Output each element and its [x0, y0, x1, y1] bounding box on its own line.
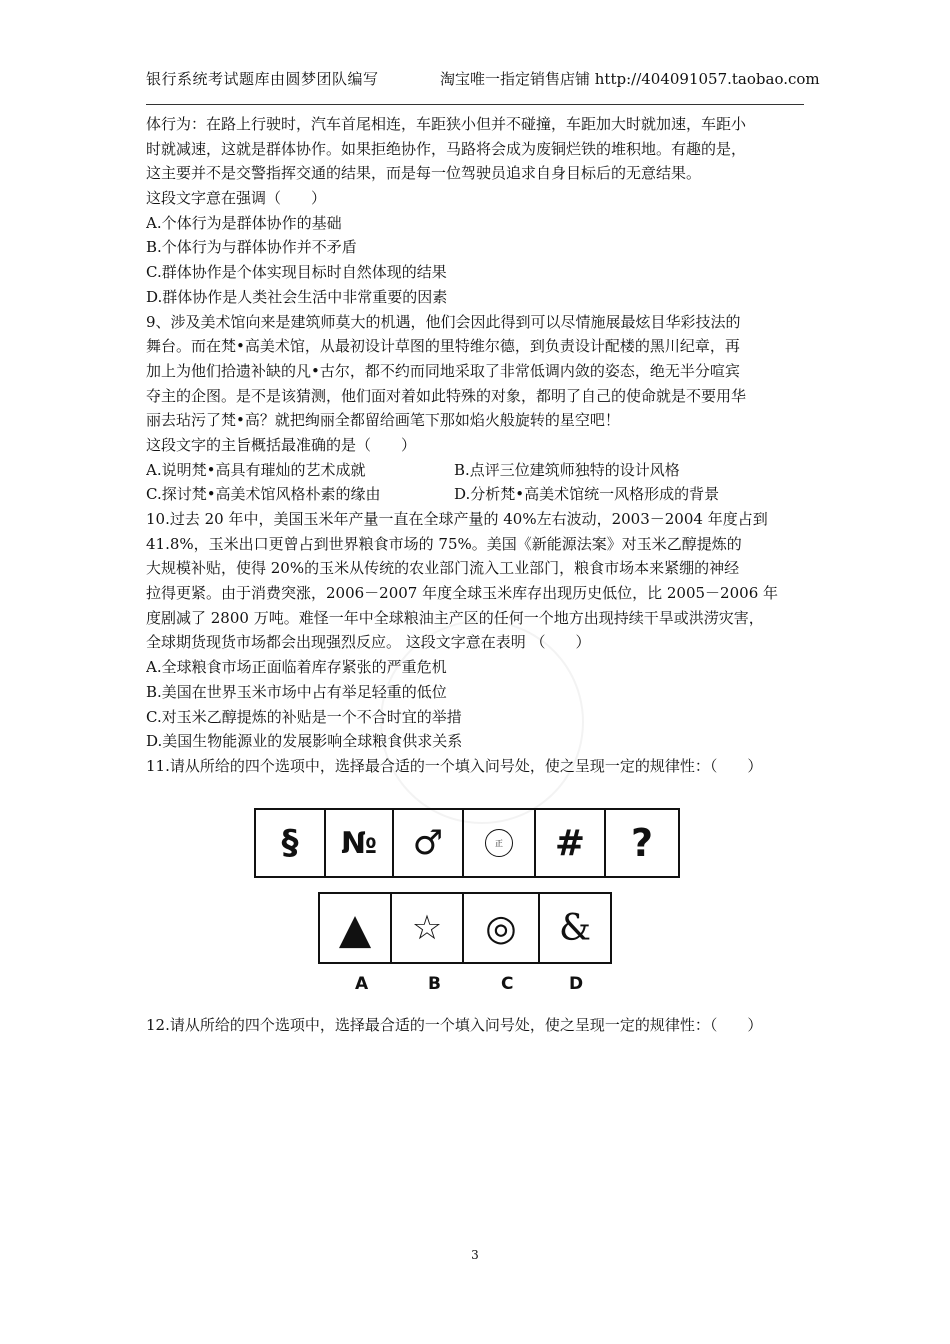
answer-option: B.点评三位建筑师独特的设计风格 [454, 460, 680, 479]
text-line: 拉得更紧。由于消费突涨，2006－2007 年度全球玉米库存出现历史低位，比 2005－2006 年 [146, 584, 779, 603]
option-row [146, 482, 806, 507]
text-line: 大规模补贴，使得 20%的玉米从传统的农业部门流入工业部门，粮食市场本来紧绷的神经 [146, 559, 740, 578]
option-label-c: C [501, 974, 514, 994]
answer-option: D.分析梵•高美术馆统一风格形成的背景 [454, 485, 720, 504]
text-line: 这主要并不是交警指挥交通的结果，而是每一位驾驶员追求自身目标后的无意结果。 [146, 164, 702, 183]
text-line: 丽去玷污了梵•高？就把绚丽全都留给画笔下那如焰火般旋转的星空吧！ [146, 411, 620, 430]
question-prompt: 11.请从所给的四个选项中，选择最合适的一个填入问号处，使之呈现一定的规律性：（ ） [146, 756, 763, 775]
question-prompt: 这段文字的主旨概括最准确的是（ ） [146, 435, 417, 454]
text-line: 度剧减了 2800 万吨。难怪一年中全球粮油主产区的任何一个地方出现持续干旱或洪涝灾害， [146, 608, 764, 627]
answer-option: B.个体行为与群体协作并不矛盾 [146, 238, 357, 257]
text-line: 全球期货现货市场都会出现强烈反应。 这段文字意在表明 （ ） [146, 633, 591, 652]
sequence-cell: № [324, 808, 394, 878]
sequence-cell [462, 808, 536, 878]
document-body [146, 112, 806, 779]
header-shop-link[interactable]: 淘宝唯一指定销售店铺 http://404091057.taobao.com [440, 70, 820, 88]
answer-option: C.探讨梵•高美术馆风格朴素的缘由 [146, 485, 381, 504]
question-12: 12.请从所给的四个选项中，选择最合适的一个填入问号处，使之呈现一定的规律性：（ ） [146, 1016, 763, 1034]
answer-option: D.群体协作是人类社会生活中非常重要的因素 [146, 287, 448, 306]
question-prompt: 这段文字意在强调（ ） [146, 189, 327, 208]
answer-option: B.美国在世界玉米市场中占有举足轻重的低位 [146, 682, 447, 701]
sequence-cell: ♂ [392, 808, 464, 878]
sequence-cell: # [534, 808, 606, 878]
header-divider [146, 104, 804, 105]
text-line: 10.过去 20 年中，美国玉米年产量一直在全球产量的 40%左右波动，2003－2004 年度占到 [146, 510, 768, 528]
answer-option: A.全球粮食市场正面临着库存紧张的严重危机 [146, 658, 447, 677]
answer-option: D.美国生物能源业的发展影响全球粮食供求关系 [146, 732, 463, 751]
option-cell-a[interactable]: ▲ [318, 892, 392, 964]
option-label-d: D [569, 974, 584, 994]
text-line: 体行为：在路上行驶时，汽车首尾相连，车距狭小但并不碰撞，车距加大时就加速，车距小 [146, 115, 747, 133]
page-number: 3 [471, 1248, 479, 1262]
text-line: 9、涉及美术馆向来是建筑师莫大的机遇，他们会因此得到可以尽情施展最炫目华彩技法的 [146, 312, 741, 331]
answer-option: A.个体行为是群体协作的基础 [146, 213, 342, 232]
question-mark-cell: ? [604, 808, 680, 878]
text-line: 舞台。而在梵•高美术馆，从最初设计草图的里特维尔德，到负责设计配楼的黑川纪章，再 [146, 337, 740, 356]
option-label-a: A [355, 974, 369, 994]
sequence-cell: § [254, 808, 326, 878]
text-line: 加上为他们拾遗补缺的凡•古尔，都不约而同地采取了非常低调内敛的姿态，绝无半分喧宾 [146, 361, 740, 380]
answer-option: C.对玉米乙醇提炼的补贴是一个不合时宜的举措 [146, 707, 462, 726]
header-title: 银行系统考试题库由圆梦团队编写 [146, 70, 379, 88]
option-cell-d[interactable]: & [538, 892, 612, 964]
answer-option: A.说明梵•高具有璀灿的艺术成就 [146, 460, 366, 479]
text-line: 夺主的企图。是不是该猜测，他们面对着如此特殊的对象，都明了自己的使命就是不要用华 [146, 386, 747, 405]
option-cell-c[interactable]: ◎ [462, 892, 540, 964]
text-line: 时就减速，这就是群体协作。如果拒绝协作，马路将会成为废铜烂铁的堆积地。有趣的是， [146, 139, 747, 158]
circled-zheng-icon: 正 [485, 829, 513, 857]
option-label-b: B [428, 974, 441, 994]
option-cell-b[interactable]: ☆ [390, 892, 464, 964]
text-line: 41.8%，玉米出口更曾占到世界粮食市场的 75%。美国《新能源法案》对玉米乙醇提炼的 [146, 534, 742, 553]
option-row [146, 458, 806, 483]
answer-option: C.群体协作是个体实现目标时自然体现的结果 [146, 263, 447, 282]
